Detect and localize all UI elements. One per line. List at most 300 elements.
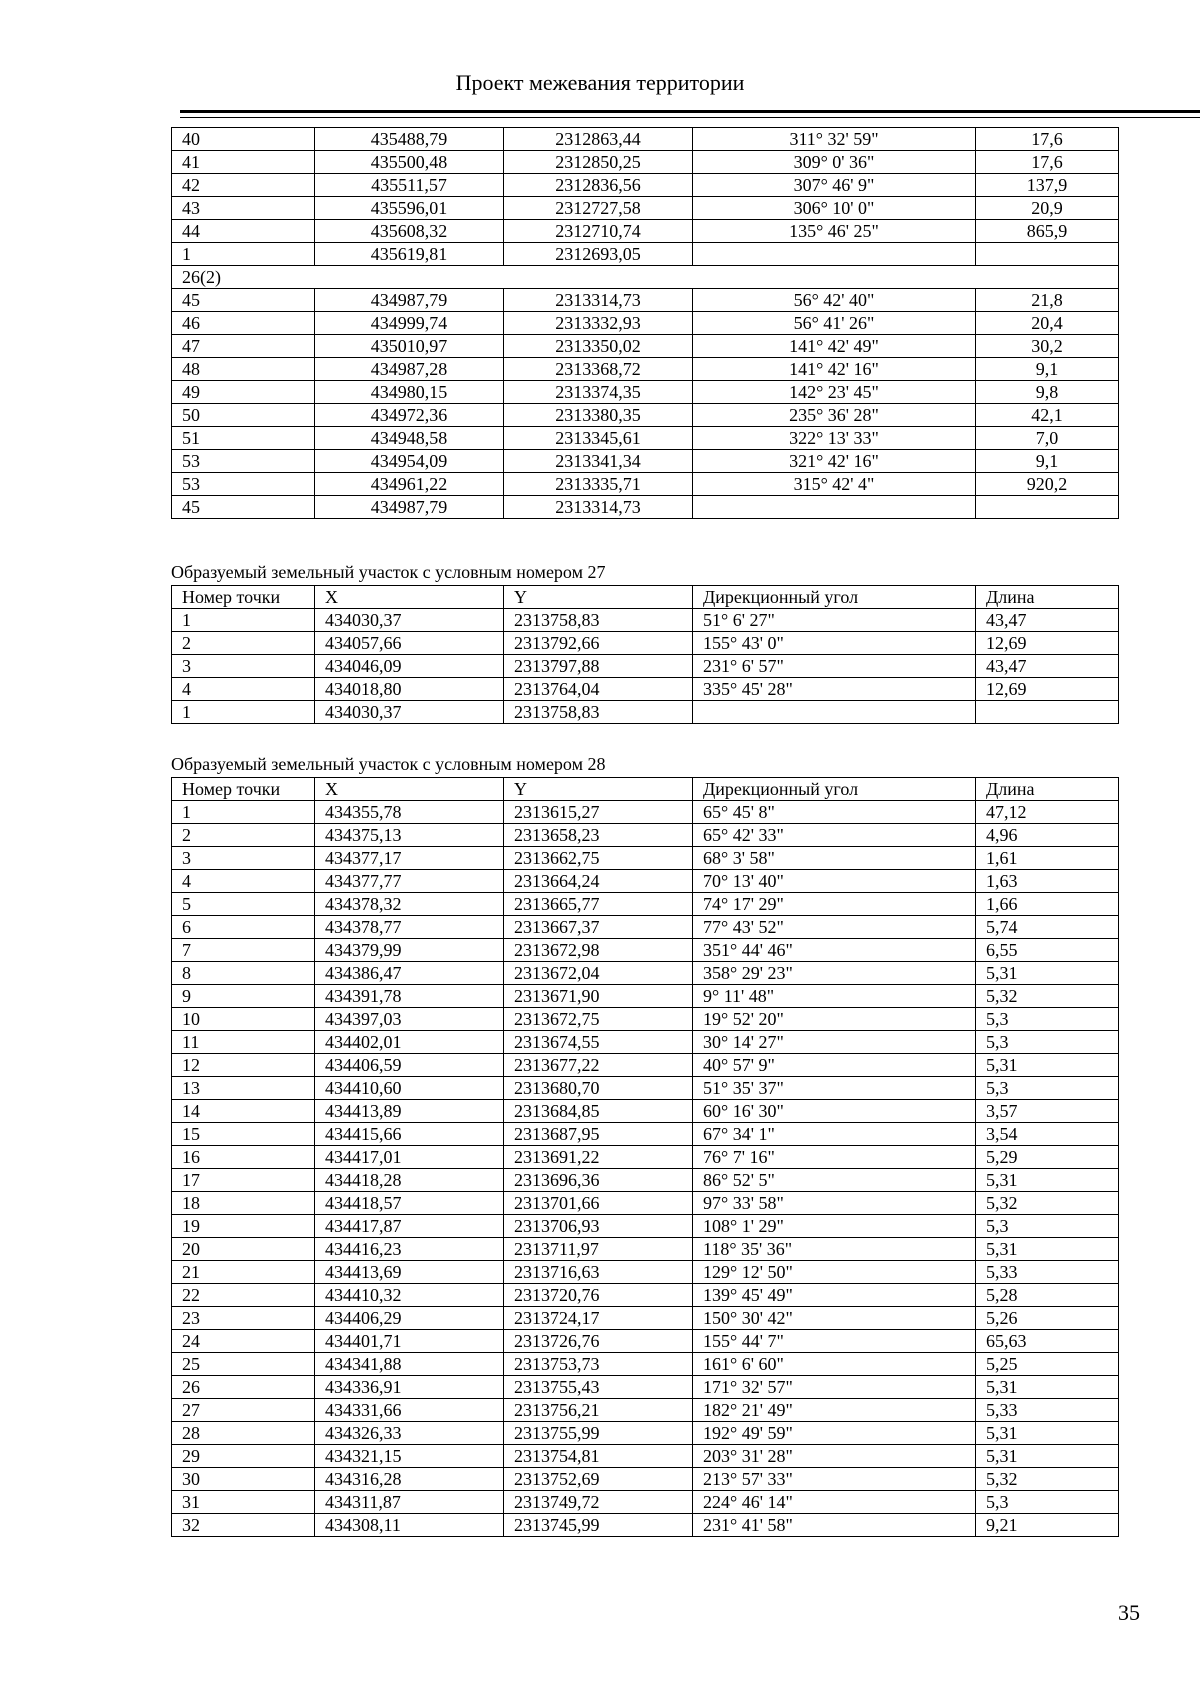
x-coordinate-cell: 434954,09 bbox=[315, 450, 504, 473]
y-coordinate-cell: 2313615,27 bbox=[504, 801, 693, 824]
column-header: Номер точки bbox=[172, 778, 315, 801]
point-number-cell: 53 bbox=[172, 473, 315, 496]
y-coordinate-cell: 2313658,23 bbox=[504, 824, 693, 847]
table-row bbox=[172, 1031, 1119, 1054]
point-number-cell: 47 bbox=[172, 335, 315, 358]
point-number-cell: 14 bbox=[172, 1100, 315, 1123]
y-coordinate-cell: 2313687,95 bbox=[504, 1123, 693, 1146]
table-row bbox=[172, 678, 1119, 701]
table-header-row bbox=[172, 778, 1119, 801]
point-number-cell: 8 bbox=[172, 962, 315, 985]
point-number-cell: 42 bbox=[172, 174, 315, 197]
column-header: Номер точки bbox=[172, 586, 315, 609]
direction-angle-cell: 235° 36' 28" bbox=[693, 404, 976, 427]
length-cell: 12,69 bbox=[976, 678, 1119, 701]
y-coordinate-cell: 2313664,24 bbox=[504, 870, 693, 893]
length-cell: 5,3 bbox=[976, 1031, 1119, 1054]
x-coordinate-cell: 434418,57 bbox=[315, 1192, 504, 1215]
length-cell: 43,47 bbox=[976, 655, 1119, 678]
table-row bbox=[172, 404, 1119, 427]
point-number-cell: 6 bbox=[172, 916, 315, 939]
y-coordinate-cell: 2313672,04 bbox=[504, 962, 693, 985]
y-coordinate-cell: 2313665,77 bbox=[504, 893, 693, 916]
table-row bbox=[172, 289, 1119, 312]
table-row bbox=[172, 916, 1119, 939]
direction-angle-cell: 76° 7' 16" bbox=[693, 1146, 976, 1169]
table-row bbox=[172, 1491, 1119, 1514]
y-coordinate-cell: 2313797,88 bbox=[504, 655, 693, 678]
x-coordinate-cell: 434406,59 bbox=[315, 1054, 504, 1077]
length-cell: 5,3 bbox=[976, 1008, 1119, 1031]
table-row bbox=[172, 220, 1119, 243]
direction-angle-cell: 203° 31' 28" bbox=[693, 1445, 976, 1468]
direction-angle-cell: 56° 41' 26" bbox=[693, 312, 976, 335]
length-cell: 1,63 bbox=[976, 870, 1119, 893]
x-coordinate-cell: 434416,23 bbox=[315, 1238, 504, 1261]
coordinates-table-continued bbox=[171, 127, 1119, 519]
y-coordinate-cell: 2312863,44 bbox=[504, 128, 693, 151]
x-coordinate-cell: 434377,17 bbox=[315, 847, 504, 870]
direction-angle-cell: 40° 57' 9" bbox=[693, 1054, 976, 1077]
direction-angle-cell: 224° 46' 14" bbox=[693, 1491, 976, 1514]
table-row bbox=[172, 1468, 1119, 1491]
point-number-cell: 13 bbox=[172, 1077, 315, 1100]
y-coordinate-cell: 2313754,81 bbox=[504, 1445, 693, 1468]
point-number-cell: 30 bbox=[172, 1468, 315, 1491]
point-number-cell: 9 bbox=[172, 985, 315, 1008]
y-coordinate-cell: 2313374,35 bbox=[504, 381, 693, 404]
length-cell: 7,0 bbox=[976, 427, 1119, 450]
direction-angle-cell: 74° 17' 29" bbox=[693, 893, 976, 916]
length-cell: 137,9 bbox=[976, 174, 1119, 197]
x-coordinate-cell: 434030,37 bbox=[315, 609, 504, 632]
table-row bbox=[172, 824, 1119, 847]
length-cell: 5,32 bbox=[976, 1468, 1119, 1491]
direction-angle-cell: 307° 46' 9" bbox=[693, 174, 976, 197]
table-row bbox=[172, 496, 1119, 519]
direction-angle-cell: 171° 32' 57" bbox=[693, 1376, 976, 1399]
length-cell: 9,1 bbox=[976, 358, 1119, 381]
length-cell: 5,33 bbox=[976, 1261, 1119, 1284]
section-27-table bbox=[171, 585, 1119, 724]
y-coordinate-cell: 2312693,05 bbox=[504, 243, 693, 266]
direction-angle-cell: 155° 44' 7" bbox=[693, 1330, 976, 1353]
x-coordinate-cell: 435500,48 bbox=[315, 151, 504, 174]
direction-angle-cell: 182° 21' 49" bbox=[693, 1399, 976, 1422]
direction-angle-cell: 108° 1' 29" bbox=[693, 1215, 976, 1238]
table-row bbox=[172, 1215, 1119, 1238]
point-number-cell: 32 bbox=[172, 1514, 315, 1537]
direction-angle-cell: 150° 30' 42" bbox=[693, 1307, 976, 1330]
y-coordinate-cell: 2313755,99 bbox=[504, 1422, 693, 1445]
column-header: X bbox=[315, 586, 504, 609]
x-coordinate-cell: 435596,01 bbox=[315, 197, 504, 220]
table-row bbox=[172, 450, 1119, 473]
x-coordinate-cell: 434410,32 bbox=[315, 1284, 504, 1307]
length-cell: 5,31 bbox=[976, 1054, 1119, 1077]
x-coordinate-cell: 434391,78 bbox=[315, 985, 504, 1008]
direction-angle-cell: 68° 3' 58" bbox=[693, 847, 976, 870]
point-number-cell: 44 bbox=[172, 220, 315, 243]
direction-angle-cell: 139° 45' 49" bbox=[693, 1284, 976, 1307]
x-coordinate-cell: 435608,32 bbox=[315, 220, 504, 243]
table-row bbox=[172, 1146, 1119, 1169]
x-coordinate-cell: 434355,78 bbox=[315, 801, 504, 824]
point-number-cell: 21 bbox=[172, 1261, 315, 1284]
table-row bbox=[172, 335, 1119, 358]
x-coordinate-cell: 434413,69 bbox=[315, 1261, 504, 1284]
y-coordinate-cell: 2313758,83 bbox=[504, 701, 693, 724]
x-coordinate-cell: 434378,77 bbox=[315, 916, 504, 939]
table-row bbox=[172, 174, 1119, 197]
length-cell: 5,31 bbox=[976, 962, 1119, 985]
y-coordinate-cell: 2313380,35 bbox=[504, 404, 693, 427]
x-coordinate-cell: 434377,77 bbox=[315, 870, 504, 893]
column-header: Y bbox=[504, 778, 693, 801]
x-coordinate-cell: 434018,80 bbox=[315, 678, 504, 701]
point-number-cell: 50 bbox=[172, 404, 315, 427]
table-row bbox=[172, 985, 1119, 1008]
y-coordinate-cell: 2312850,25 bbox=[504, 151, 693, 174]
point-number-cell: 11 bbox=[172, 1031, 315, 1054]
table-row bbox=[172, 939, 1119, 962]
point-number-cell: 22 bbox=[172, 1284, 315, 1307]
table-row bbox=[172, 381, 1119, 404]
length-cell: 5,31 bbox=[976, 1376, 1119, 1399]
point-number-cell: 1 bbox=[172, 801, 315, 824]
y-coordinate-cell: 2313345,61 bbox=[504, 427, 693, 450]
length-cell: 5,28 bbox=[976, 1284, 1119, 1307]
point-number-cell: 1 bbox=[172, 243, 315, 266]
length-cell bbox=[976, 496, 1119, 519]
length-cell: 5,31 bbox=[976, 1169, 1119, 1192]
direction-angle-cell: 351° 44' 46" bbox=[693, 939, 976, 962]
point-number-cell: 7 bbox=[172, 939, 315, 962]
point-number-cell: 1 bbox=[172, 701, 315, 724]
point-number-cell: 31 bbox=[172, 1491, 315, 1514]
y-coordinate-cell: 2313716,63 bbox=[504, 1261, 693, 1284]
x-coordinate-cell: 434418,28 bbox=[315, 1169, 504, 1192]
direction-angle-cell: 306° 10' 0" bbox=[693, 197, 976, 220]
length-cell: 865,9 bbox=[976, 220, 1119, 243]
x-coordinate-cell: 434321,15 bbox=[315, 1445, 504, 1468]
length-cell: 5,33 bbox=[976, 1399, 1119, 1422]
y-coordinate-cell: 2313752,69 bbox=[504, 1468, 693, 1491]
y-coordinate-cell: 2313314,73 bbox=[504, 496, 693, 519]
y-coordinate-cell: 2313341,34 bbox=[504, 450, 693, 473]
point-number-cell: 26 bbox=[172, 1376, 315, 1399]
y-coordinate-cell: 2313677,22 bbox=[504, 1054, 693, 1077]
column-header: Длина bbox=[976, 778, 1119, 801]
length-cell: 5,74 bbox=[976, 916, 1119, 939]
x-coordinate-cell: 434401,71 bbox=[315, 1330, 504, 1353]
point-number-cell: 41 bbox=[172, 151, 315, 174]
table-row bbox=[172, 243, 1119, 266]
table-row bbox=[172, 197, 1119, 220]
header-rule-thin bbox=[180, 117, 1200, 118]
x-coordinate-cell: 434417,01 bbox=[315, 1146, 504, 1169]
point-number-cell: 18 bbox=[172, 1192, 315, 1215]
length-cell: 6,55 bbox=[976, 939, 1119, 962]
section-label-cell: 26(2) bbox=[172, 266, 1119, 289]
x-coordinate-cell: 434413,89 bbox=[315, 1100, 504, 1123]
length-cell: 9,8 bbox=[976, 381, 1119, 404]
x-coordinate-cell: 434999,74 bbox=[315, 312, 504, 335]
length-cell: 920,2 bbox=[976, 473, 1119, 496]
table-row bbox=[172, 1123, 1119, 1146]
point-number-cell: 2 bbox=[172, 632, 315, 655]
point-number-cell: 48 bbox=[172, 358, 315, 381]
table-row bbox=[172, 1514, 1119, 1537]
point-number-cell: 4 bbox=[172, 678, 315, 701]
point-number-cell: 29 bbox=[172, 1445, 315, 1468]
x-coordinate-cell: 434375,13 bbox=[315, 824, 504, 847]
table-row bbox=[172, 1077, 1119, 1100]
table-row bbox=[172, 893, 1119, 916]
point-number-cell: 45 bbox=[172, 289, 315, 312]
direction-angle-cell: 335° 45' 28" bbox=[693, 678, 976, 701]
table-row bbox=[172, 1399, 1119, 1422]
column-header: Дирекционный угол bbox=[693, 586, 976, 609]
direction-angle-cell: 9° 11' 48" bbox=[693, 985, 976, 1008]
direction-angle-cell: 142° 23' 45" bbox=[693, 381, 976, 404]
direction-angle-cell: 51° 35' 37" bbox=[693, 1077, 976, 1100]
y-coordinate-cell: 2313764,04 bbox=[504, 678, 693, 701]
y-coordinate-cell: 2313671,90 bbox=[504, 985, 693, 1008]
point-number-cell: 40 bbox=[172, 128, 315, 151]
page-header-title: Проект межевания территории bbox=[455, 70, 745, 95]
x-coordinate-cell: 434341,88 bbox=[315, 1353, 504, 1376]
table-row bbox=[172, 427, 1119, 450]
length-cell: 17,6 bbox=[976, 151, 1119, 174]
direction-angle-cell: 135° 46' 25" bbox=[693, 220, 976, 243]
direction-angle-cell: 358° 29' 23" bbox=[693, 962, 976, 985]
point-number-cell: 12 bbox=[172, 1054, 315, 1077]
point-number-cell: 27 bbox=[172, 1399, 315, 1422]
x-coordinate-cell: 434948,58 bbox=[315, 427, 504, 450]
length-cell: 47,12 bbox=[976, 801, 1119, 824]
table-row bbox=[172, 962, 1119, 985]
x-coordinate-cell: 434961,22 bbox=[315, 473, 504, 496]
y-coordinate-cell: 2313792,66 bbox=[504, 632, 693, 655]
direction-angle-cell: 65° 42' 33" bbox=[693, 824, 976, 847]
table-row bbox=[172, 1054, 1119, 1077]
table-row bbox=[172, 847, 1119, 870]
length-cell: 43,47 bbox=[976, 609, 1119, 632]
x-coordinate-cell: 434326,33 bbox=[315, 1422, 504, 1445]
table-row bbox=[172, 1169, 1119, 1192]
direction-angle-cell: 67° 34' 1" bbox=[693, 1123, 976, 1146]
point-number-cell: 43 bbox=[172, 197, 315, 220]
y-coordinate-cell: 2313350,02 bbox=[504, 335, 693, 358]
x-coordinate-cell: 434987,28 bbox=[315, 358, 504, 381]
x-coordinate-cell: 434987,79 bbox=[315, 289, 504, 312]
y-coordinate-cell: 2313332,93 bbox=[504, 312, 693, 335]
direction-angle-cell: 70° 13' 40" bbox=[693, 870, 976, 893]
table-row bbox=[172, 312, 1119, 335]
x-coordinate-cell: 434972,36 bbox=[315, 404, 504, 427]
table-row bbox=[172, 655, 1119, 678]
direction-angle-cell: 322° 13' 33" bbox=[693, 427, 976, 450]
table-header-row bbox=[172, 586, 1119, 609]
length-cell: 5,31 bbox=[976, 1445, 1119, 1468]
length-cell: 1,61 bbox=[976, 847, 1119, 870]
length-cell: 42,1 bbox=[976, 404, 1119, 427]
direction-angle-cell: 51° 6' 27" bbox=[693, 609, 976, 632]
direction-angle-cell bbox=[693, 701, 976, 724]
length-cell: 20,4 bbox=[976, 312, 1119, 335]
direction-angle-cell bbox=[693, 243, 976, 266]
x-coordinate-cell: 434316,28 bbox=[315, 1468, 504, 1491]
x-coordinate-cell: 434308,11 bbox=[315, 1514, 504, 1537]
y-coordinate-cell: 2313720,76 bbox=[504, 1284, 693, 1307]
length-cell: 17,6 bbox=[976, 128, 1119, 151]
x-coordinate-cell: 434397,03 bbox=[315, 1008, 504, 1031]
length-cell: 5,31 bbox=[976, 1422, 1119, 1445]
direction-angle-cell: 97° 33' 58" bbox=[693, 1192, 976, 1215]
length-cell: 65,63 bbox=[976, 1330, 1119, 1353]
direction-angle-cell: 315° 42' 4" bbox=[693, 473, 976, 496]
point-number-cell: 51 bbox=[172, 427, 315, 450]
length-cell: 5,29 bbox=[976, 1146, 1119, 1169]
x-coordinate-cell: 434415,66 bbox=[315, 1123, 504, 1146]
y-coordinate-cell: 2313691,22 bbox=[504, 1146, 693, 1169]
direction-angle-cell: 77° 43' 52" bbox=[693, 916, 976, 939]
x-coordinate-cell: 434336,91 bbox=[315, 1376, 504, 1399]
point-number-cell: 45 bbox=[172, 496, 315, 519]
direction-angle-cell: 231° 41' 58" bbox=[693, 1514, 976, 1537]
point-number-cell: 19 bbox=[172, 1215, 315, 1238]
point-number-cell: 49 bbox=[172, 381, 315, 404]
length-cell: 4,96 bbox=[976, 824, 1119, 847]
direction-angle-cell: 129° 12' 50" bbox=[693, 1261, 976, 1284]
header-rule-thick bbox=[180, 110, 1200, 113]
table-row bbox=[172, 1445, 1119, 1468]
point-number-cell: 20 bbox=[172, 1238, 315, 1261]
x-coordinate-cell: 434331,66 bbox=[315, 1399, 504, 1422]
point-number-cell: 28 bbox=[172, 1422, 315, 1445]
column-header: Длина bbox=[976, 586, 1119, 609]
table-row bbox=[172, 870, 1119, 893]
table-row bbox=[172, 1307, 1119, 1330]
point-number-cell: 24 bbox=[172, 1330, 315, 1353]
y-coordinate-cell: 2313745,99 bbox=[504, 1514, 693, 1537]
point-number-cell: 5 bbox=[172, 893, 315, 916]
direction-angle-cell bbox=[693, 496, 976, 519]
point-number-cell: 23 bbox=[172, 1307, 315, 1330]
point-number-cell: 15 bbox=[172, 1123, 315, 1146]
table-row bbox=[172, 1284, 1119, 1307]
direction-angle-cell: 118° 35' 36" bbox=[693, 1238, 976, 1261]
direction-angle-cell: 155° 43' 0" bbox=[693, 632, 976, 655]
point-number-cell: 46 bbox=[172, 312, 315, 335]
y-coordinate-cell: 2313756,21 bbox=[504, 1399, 693, 1422]
x-coordinate-cell: 435619,81 bbox=[315, 243, 504, 266]
direction-angle-cell: 19° 52' 20" bbox=[693, 1008, 976, 1031]
x-coordinate-cell: 434386,47 bbox=[315, 962, 504, 985]
direction-angle-cell: 56° 42' 40" bbox=[693, 289, 976, 312]
y-coordinate-cell: 2313749,72 bbox=[504, 1491, 693, 1514]
x-coordinate-cell: 435511,57 bbox=[315, 174, 504, 197]
column-header: Дирекционный угол bbox=[693, 778, 976, 801]
direction-angle-cell: 309° 0' 36" bbox=[693, 151, 976, 174]
direction-angle-cell: 141° 42' 16" bbox=[693, 358, 976, 381]
direction-angle-cell: 30° 14' 27" bbox=[693, 1031, 976, 1054]
length-cell: 3,57 bbox=[976, 1100, 1119, 1123]
x-coordinate-cell: 435488,79 bbox=[315, 128, 504, 151]
y-coordinate-cell: 2313753,73 bbox=[504, 1353, 693, 1376]
table-row bbox=[172, 151, 1119, 174]
y-coordinate-cell: 2313724,17 bbox=[504, 1307, 693, 1330]
y-coordinate-cell: 2313701,66 bbox=[504, 1192, 693, 1215]
point-number-cell: 10 bbox=[172, 1008, 315, 1031]
y-coordinate-cell: 2313755,43 bbox=[504, 1376, 693, 1399]
section-27-caption: Образуемый земельный участок с условным номером 27 bbox=[171, 562, 606, 582]
y-coordinate-cell: 2313758,83 bbox=[504, 609, 693, 632]
table-row bbox=[172, 1100, 1119, 1123]
table-row bbox=[172, 1192, 1119, 1215]
point-number-cell: 25 bbox=[172, 1353, 315, 1376]
section-28-caption: Образуемый земельный участок с условным номером 28 bbox=[171, 754, 606, 774]
x-coordinate-cell: 434057,66 bbox=[315, 632, 504, 655]
length-cell: 1,66 bbox=[976, 893, 1119, 916]
table-row bbox=[172, 358, 1119, 381]
table-row bbox=[172, 1261, 1119, 1284]
page-number: 35 bbox=[1118, 1600, 1140, 1625]
x-coordinate-cell: 434311,87 bbox=[315, 1491, 504, 1514]
point-number-cell: 17 bbox=[172, 1169, 315, 1192]
direction-angle-cell: 65° 45' 8" bbox=[693, 801, 976, 824]
length-cell: 5,32 bbox=[976, 985, 1119, 1008]
x-coordinate-cell: 434987,79 bbox=[315, 496, 504, 519]
x-coordinate-cell: 434410,60 bbox=[315, 1077, 504, 1100]
x-coordinate-cell: 434406,29 bbox=[315, 1307, 504, 1330]
y-coordinate-cell: 2313672,75 bbox=[504, 1008, 693, 1031]
y-coordinate-cell: 2313680,70 bbox=[504, 1077, 693, 1100]
table-row bbox=[172, 128, 1119, 151]
point-number-cell: 2 bbox=[172, 824, 315, 847]
length-cell: 21,8 bbox=[976, 289, 1119, 312]
length-cell: 5,25 bbox=[976, 1353, 1119, 1376]
length-cell: 20,9 bbox=[976, 197, 1119, 220]
length-cell: 5,3 bbox=[976, 1215, 1119, 1238]
direction-angle-cell: 321° 42' 16" bbox=[693, 450, 976, 473]
direction-angle-cell: 161° 6' 60" bbox=[693, 1353, 976, 1376]
direction-angle-cell: 311° 32' 59" bbox=[693, 128, 976, 151]
length-cell bbox=[976, 243, 1119, 266]
table-row bbox=[172, 1376, 1119, 1399]
y-coordinate-cell: 2313667,37 bbox=[504, 916, 693, 939]
y-coordinate-cell: 2313662,75 bbox=[504, 847, 693, 870]
table-row bbox=[172, 701, 1119, 724]
y-coordinate-cell: 2313726,76 bbox=[504, 1330, 693, 1353]
length-cell: 5,31 bbox=[976, 1238, 1119, 1261]
table-row bbox=[172, 473, 1119, 496]
length-cell: 12,69 bbox=[976, 632, 1119, 655]
y-coordinate-cell: 2313684,85 bbox=[504, 1100, 693, 1123]
table-row bbox=[172, 1330, 1119, 1353]
point-number-cell: 1 bbox=[172, 609, 315, 632]
y-coordinate-cell: 2313711,97 bbox=[504, 1238, 693, 1261]
x-coordinate-cell: 434379,99 bbox=[315, 939, 504, 962]
y-coordinate-cell: 2313335,71 bbox=[504, 473, 693, 496]
table-row bbox=[172, 266, 1119, 289]
y-coordinate-cell: 2312727,58 bbox=[504, 197, 693, 220]
column-header: Y bbox=[504, 586, 693, 609]
x-coordinate-cell: 434980,15 bbox=[315, 381, 504, 404]
point-number-cell: 53 bbox=[172, 450, 315, 473]
direction-angle-cell: 141° 42' 49" bbox=[693, 335, 976, 358]
